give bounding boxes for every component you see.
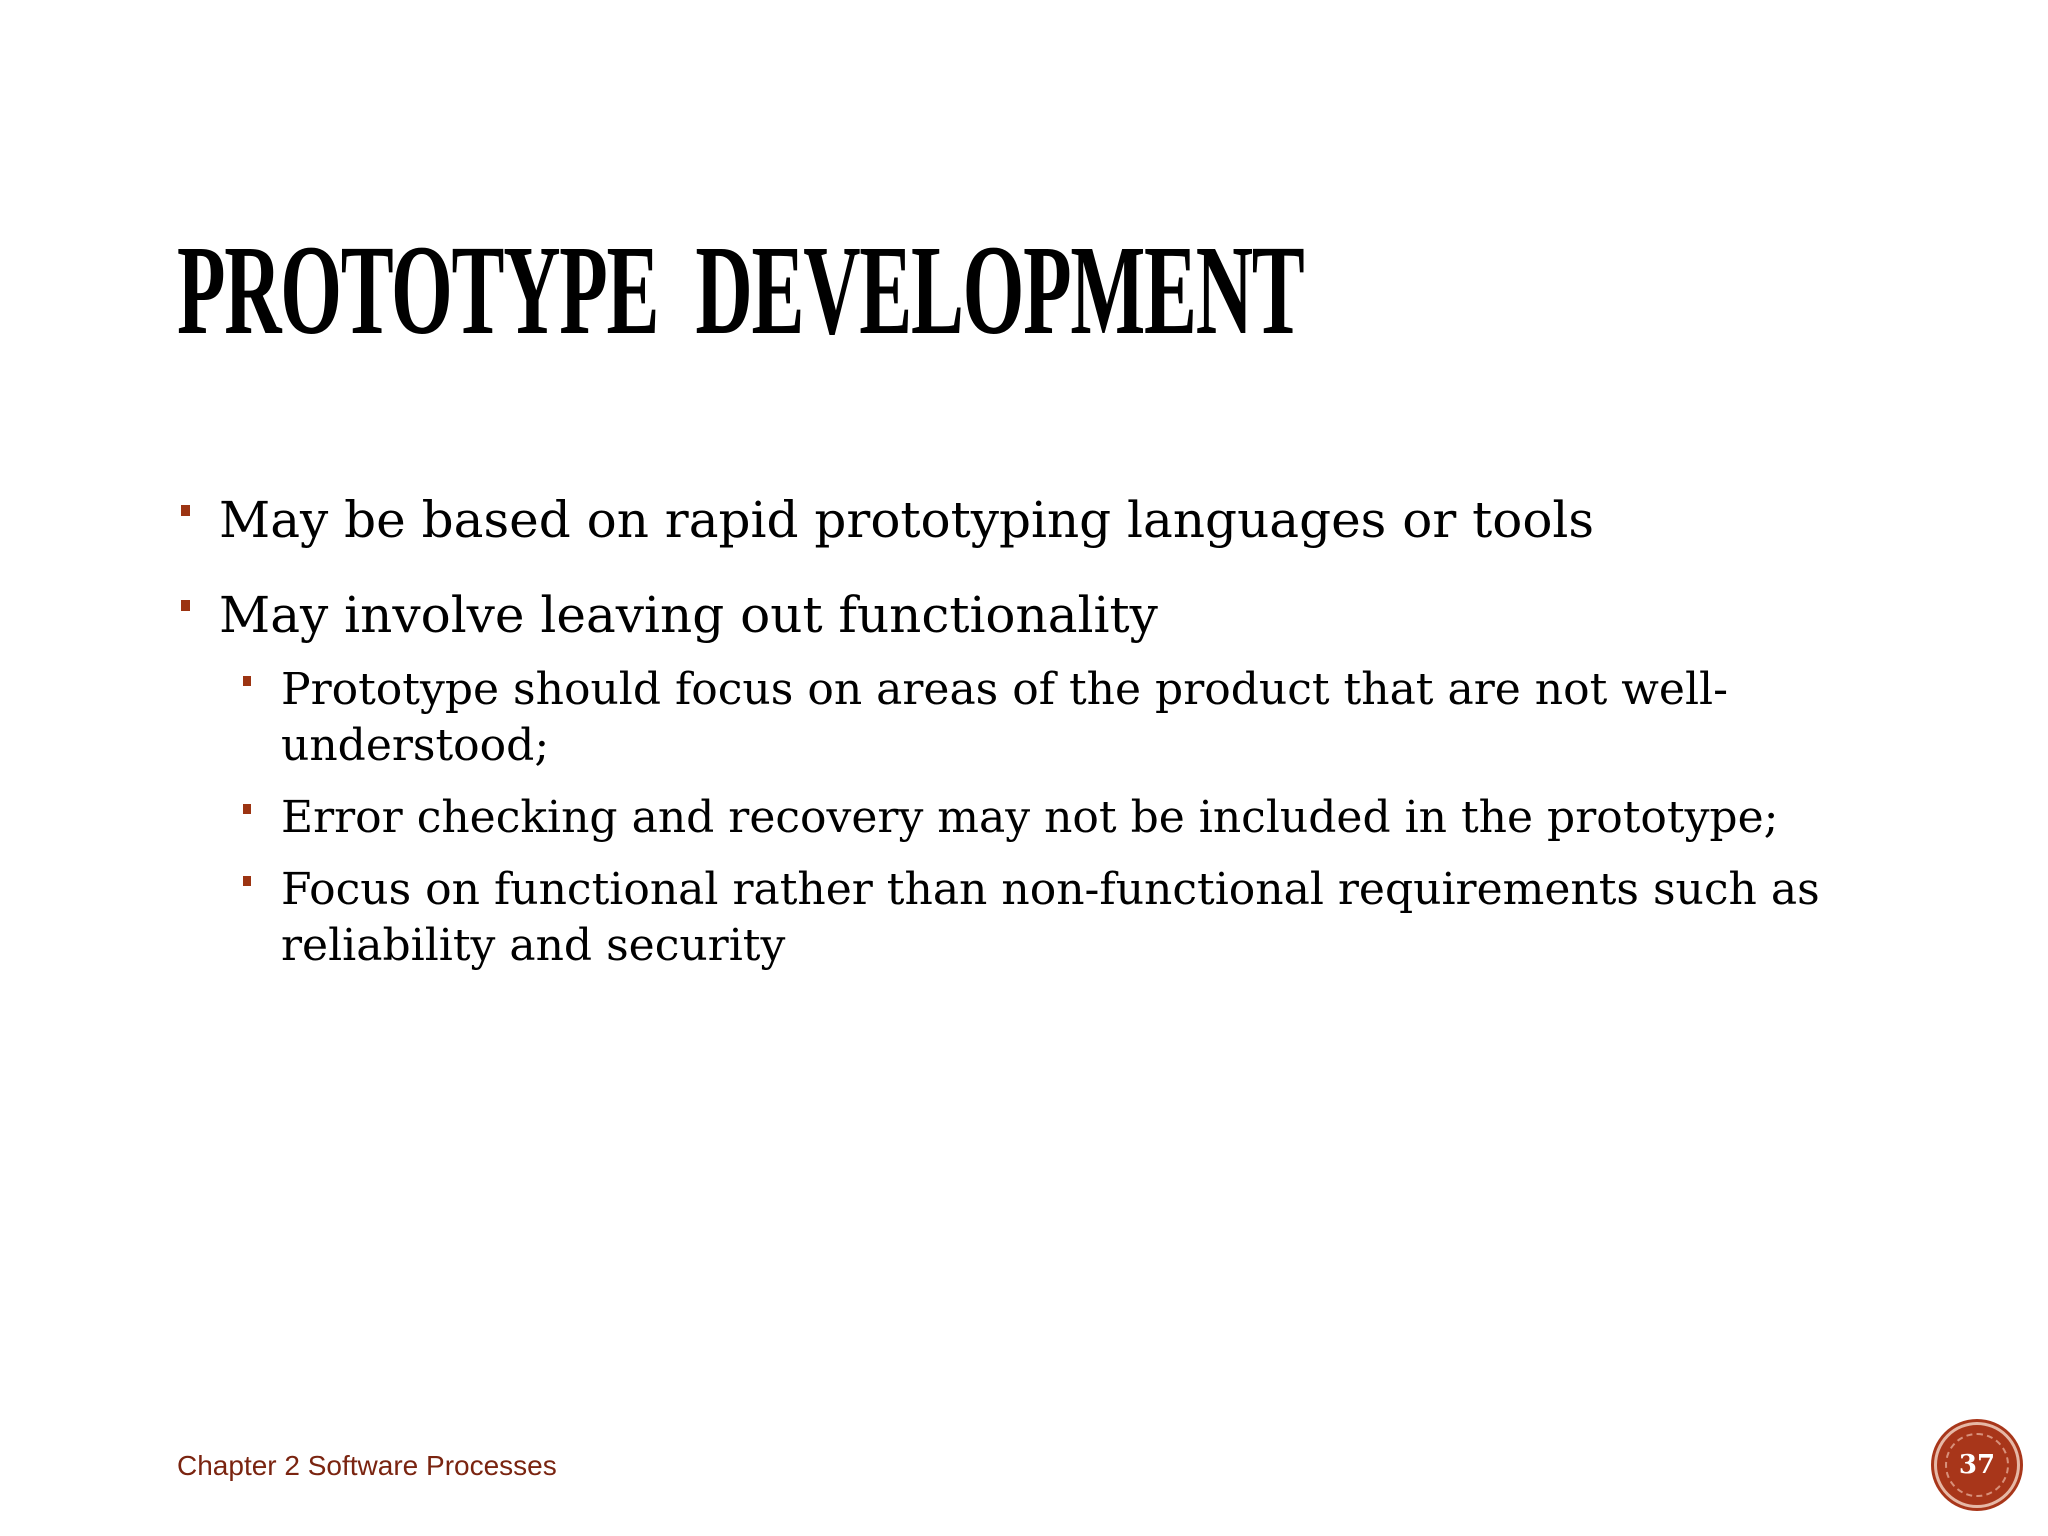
bullet-text: May be based on rapid prototyping languages or tools [219, 491, 1595, 549]
sub-bullet-text: Prototype should focus on areas of the product that are not well-understood; [281, 664, 1728, 771]
bullet-text: May involve leaving out functionality [219, 586, 1158, 644]
square-bullet-icon [181, 600, 190, 611]
sub-bullet-text: Error checking and recovery may not be included in the prototype; [281, 792, 1779, 843]
sub-bullet-item [239, 790, 1897, 846]
square-bullet-icon [243, 804, 251, 814]
square-bullet-icon [243, 876, 251, 886]
square-bullet-icon [243, 676, 251, 686]
sub-bullet-item [239, 662, 1897, 774]
sub-bullet-list [177, 662, 1897, 974]
sub-bullet-text: Focus on functional rather than non-functional requirements such as reliability and security [281, 864, 1820, 971]
page-number: 37 [1958, 1450, 1996, 1480]
slide-footer: Chapter 2 Software Processes [177, 1450, 557, 1481]
circle-badge-icon [1934, 1422, 2020, 1508]
slide-title: PROTOTYPE DEVELOPMENT [177, 219, 1304, 361]
slide-content [177, 490, 1897, 990]
sub-bullet-item [239, 862, 1897, 974]
bullet-item [177, 490, 1897, 550]
bullet-item [177, 585, 1897, 645]
square-bullet-icon [181, 505, 190, 516]
